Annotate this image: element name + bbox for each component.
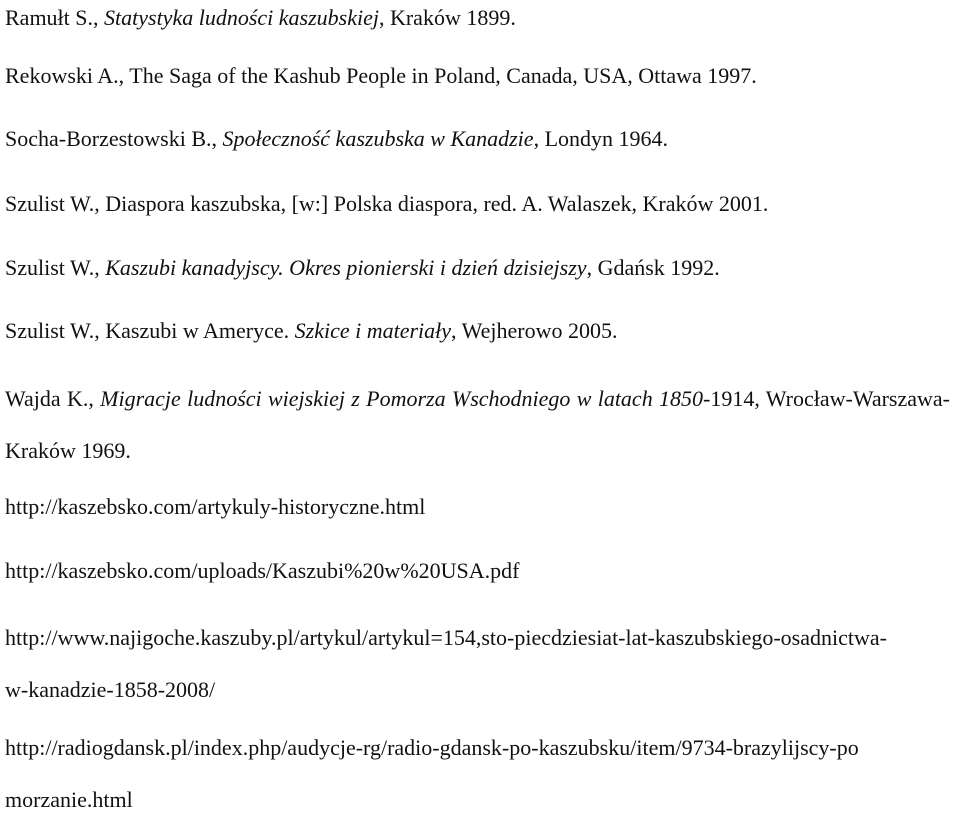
bib-title: Migracje ludności wiejskiej z Pomorza Wschodniego w latach 1850 (100, 386, 704, 411)
link-kaszebsko-usa[interactable]: http://kaszebsko.com/uploads/Kaszubi%20w%20USA.pdf (5, 558, 520, 583)
bib-entry-szulist-diaspora: Szulist W., Diaspora kaszubska, [w:] Polska diaspora, red. A. Walaszek, Kraków 2001. (5, 191, 769, 216)
link-najigoche[interactable]: http://www.najigoche.kaszuby.pl/artykul/artykul=154,sto-piecdziesiat-lat-kaszubskiego-osadnictwa-w-kanadzie-1858-2008/ (5, 625, 887, 702)
bib-entry-szulist-kanadyjscy: Szulist W., Kaszubi kanadyjscy. Okres pionierski i dzień dzisiejszy, Gdańsk 1992. (5, 255, 720, 280)
bib-title: Statystyka ludności kaszubskiej (104, 5, 379, 30)
bib-entry-rekowski: Rekowski A., The Saga of the Kashub People in Poland, Canada, USA, Ottawa 1997. (5, 63, 757, 88)
bib-entry-szulist-ameryce: Szulist W., Kaszubi w Ameryce. Szkice i materiały, Wejherowo 2005. (5, 318, 618, 343)
bib-entry-socha: Socha-Borzestowski B., Społeczność kaszubska w Kanadzie, Londyn 1964. (5, 126, 669, 151)
bib-title: Kaszubi kanadyjscy. Okres pionierski i dzień dzisiejszy (105, 255, 587, 280)
link-radiogdansk[interactable]: http://radiogdansk.pl/index.php/audycje-rg/radio-gdansk-po-kaszubsku/item/9734-brazylijscy-pomorzanie.html (5, 735, 859, 812)
bib-title: Społeczność kaszubska w Kanadzie (222, 126, 534, 151)
link-kaszebsko-historyczne[interactable]: http://kaszebsko.com/artykuly-historyczne.html (5, 494, 426, 519)
bib-entry-wajda: Wajda K., Migracje ludności wiejskiej z Pomorza Wschodniego w latach 1850-1914, Wrocław-Warszawa-Kraków 1969. (5, 386, 950, 463)
bib-title: Szkice i materiały (294, 318, 452, 343)
bib-entry-ramult: Ramułt S., Statystyka ludności kaszubskiej, Kraków 1899. (5, 5, 516, 30)
